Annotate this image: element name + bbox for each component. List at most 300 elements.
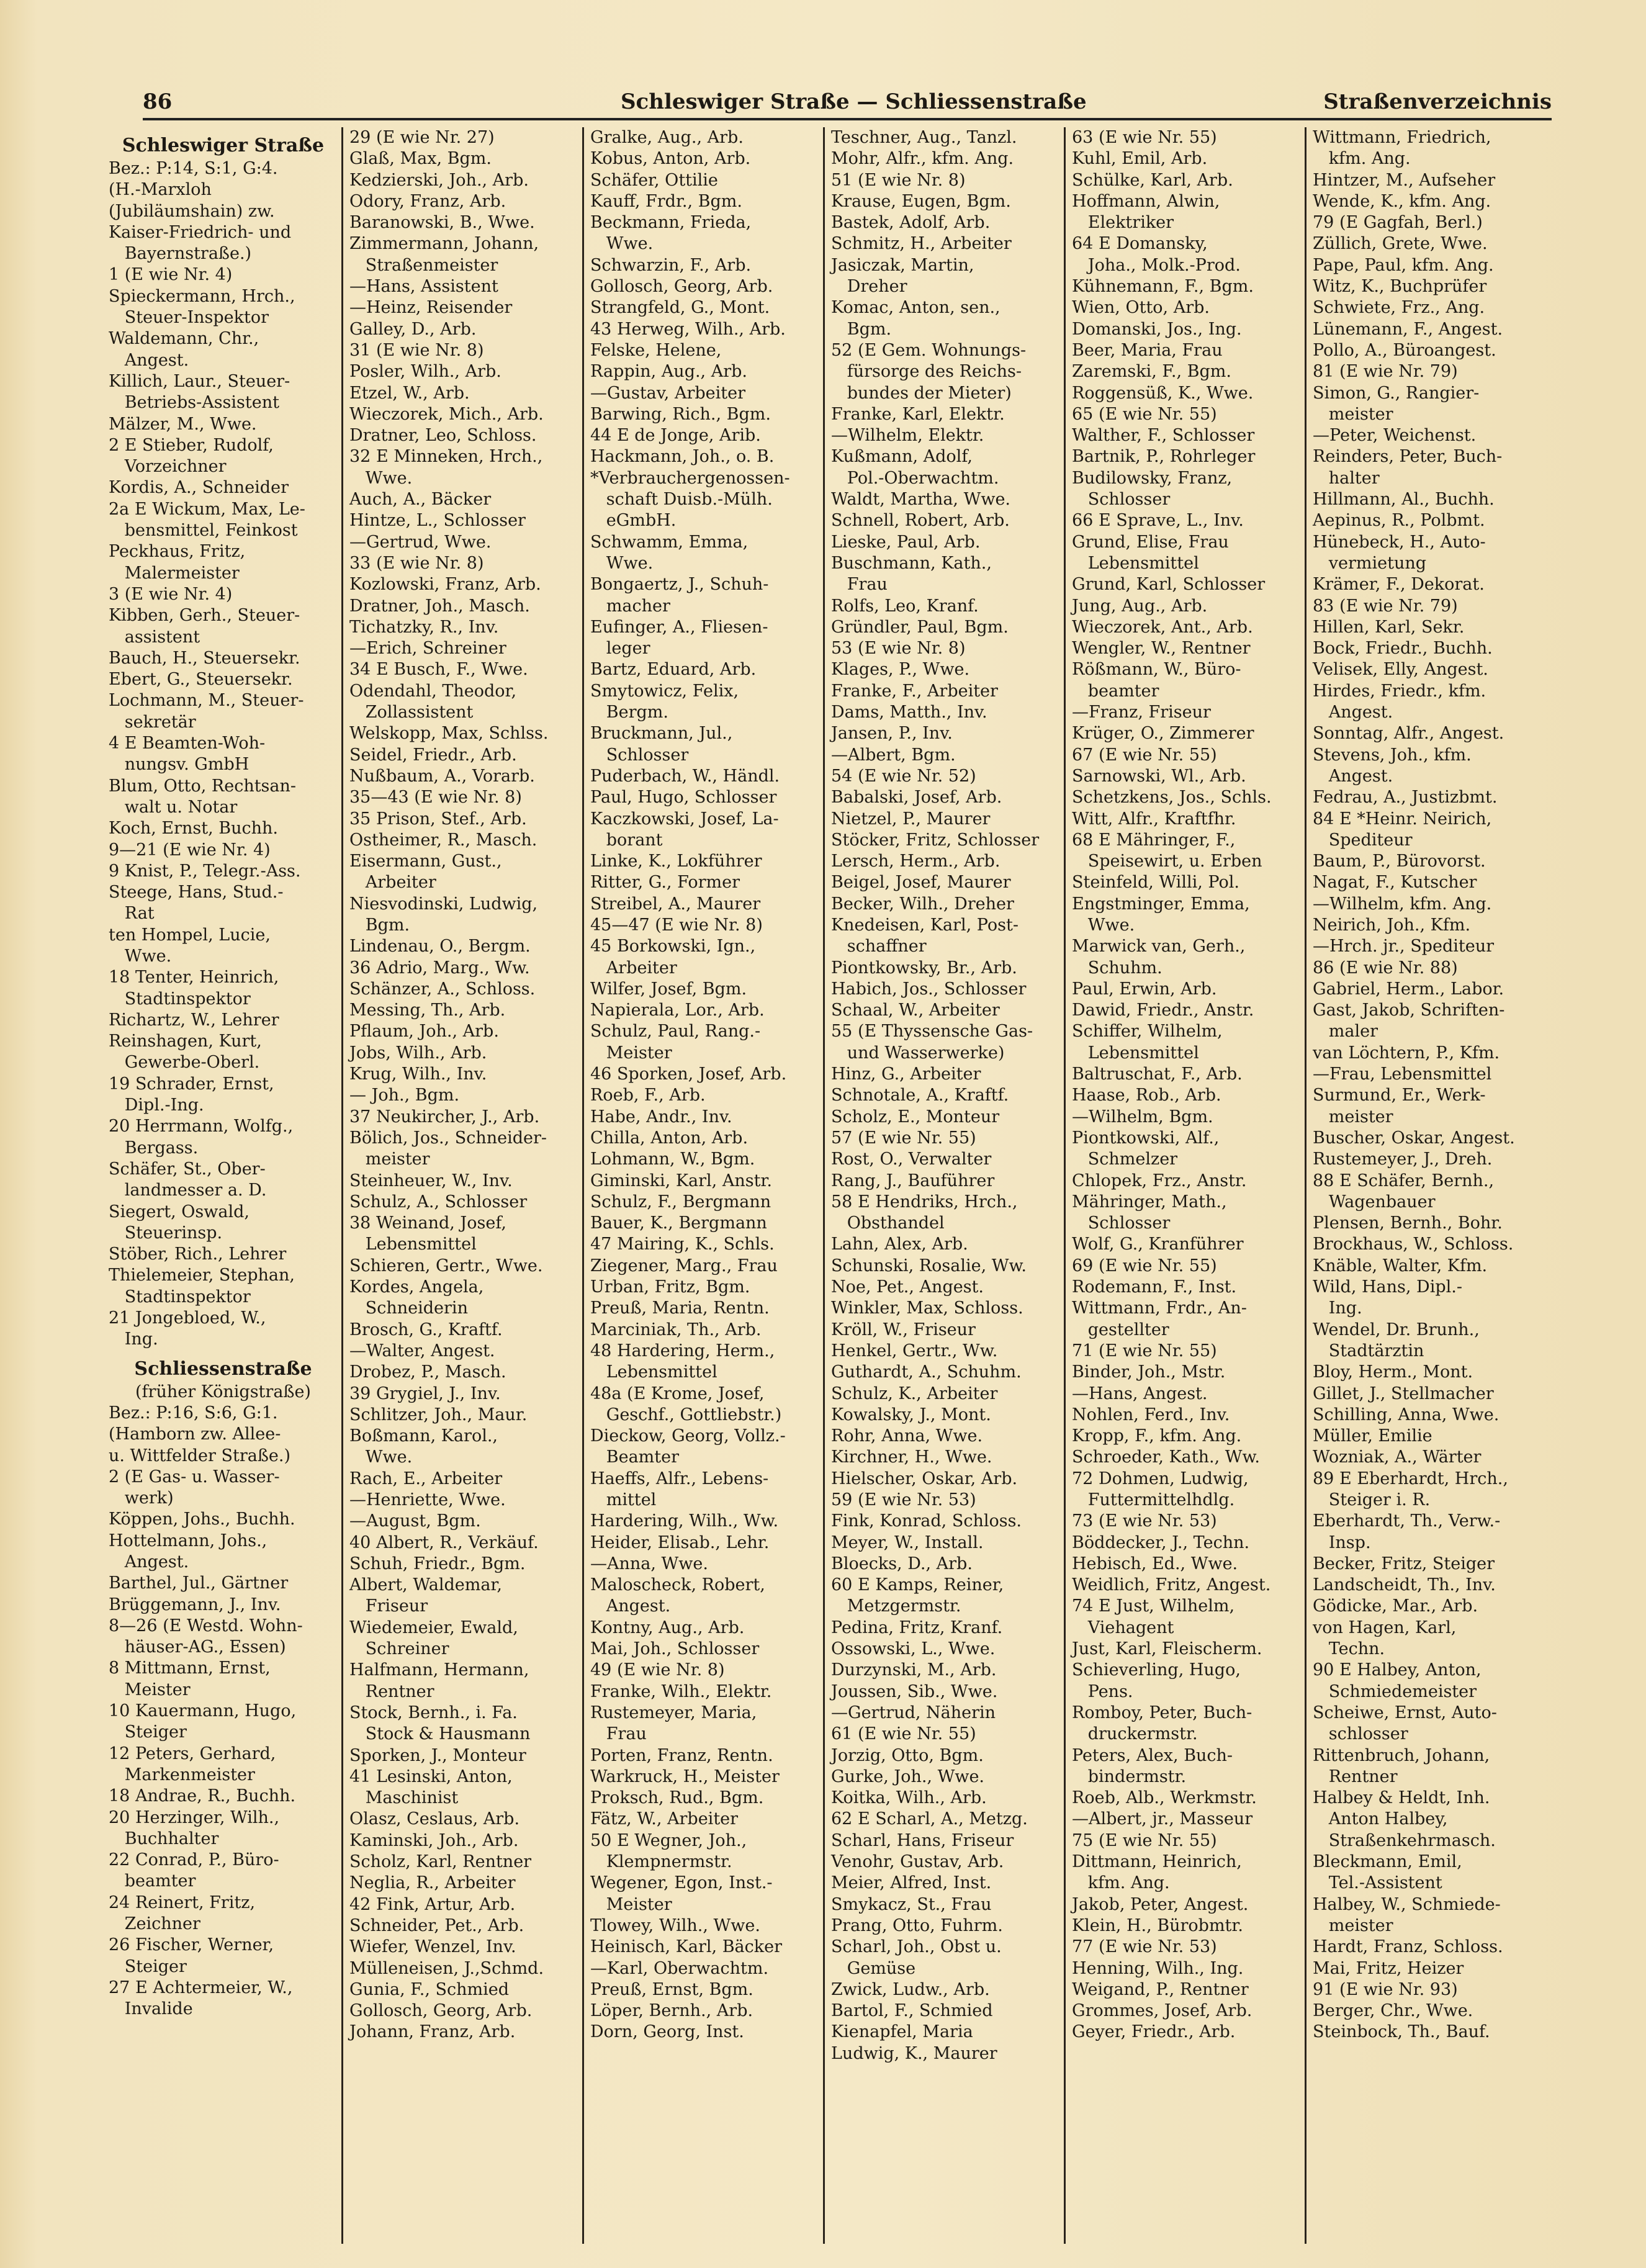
directory-entry: eGmbH. xyxy=(590,511,677,531)
directory-entry: Angest. xyxy=(590,1596,671,1616)
directory-entry: Bastek, Adolf, Arb. xyxy=(831,213,991,233)
directory-entry: Lebensmittel xyxy=(590,1362,717,1382)
street-heading: Schliessenstraße xyxy=(134,1357,312,1380)
directory-entry: Angest. xyxy=(109,350,189,370)
directory-entry: Teschner, Aug., Tanzl. xyxy=(831,128,1017,147)
directory-entry: Habich, Jos., Schlosser xyxy=(831,979,1027,999)
directory-entry: Scheiwe, Ernst, Auto- xyxy=(1313,1703,1497,1722)
directory-entry: Bölich, Jos., Schneider- xyxy=(349,1128,547,1148)
directory-entry: —Erich, Schreiner xyxy=(349,639,506,659)
directory-entry: —Gustav, Arbeiter xyxy=(590,383,746,403)
directory-entry: Paul, Erwin, Arb. xyxy=(1072,979,1217,999)
directory-entry: Krüger, O., Zimmerer xyxy=(1072,724,1254,744)
directory-entry: Schulz, K., Arbeiter xyxy=(831,1384,998,1403)
directory-entry: kfm. Ang. xyxy=(1313,149,1411,169)
directory-entry: Kordis, A., Schneider xyxy=(109,478,289,498)
directory-entry: assistent xyxy=(109,627,200,647)
directory-entry: Albert, Waldemar, xyxy=(349,1575,502,1595)
directory-entry: Wagenbauer xyxy=(1313,1192,1436,1212)
directory-entry: Hardering, Wilh., Ww. xyxy=(590,1511,779,1531)
directory-entry: Schwiete, Frz., Ang. xyxy=(1313,298,1485,318)
directory-entry: bensmittel, Feinkost xyxy=(109,521,298,541)
directory-entry: 33 (E wie Nr. 8) xyxy=(349,553,484,573)
directory-entry: Tlowey, Wilh., Wwe. xyxy=(590,1915,760,1935)
directory-entry: Grommes, Josef, Arb. xyxy=(1072,2001,1252,2021)
directory-entry: Schetzkens, Jos., Schls. xyxy=(1072,788,1272,808)
directory-entry: Porten, Franz, Rentn. xyxy=(590,1745,773,1765)
directory-entry: Dittmann, Heinrich, xyxy=(1072,1852,1242,1872)
directory-entry: Invalide xyxy=(109,1999,193,2019)
directory-entry: Smykacz, St., Frau xyxy=(831,1894,992,1914)
directory-entry: Baltruschat, F., Arb. xyxy=(1072,1064,1243,1084)
directory-entry: Gollosch, Georg, Arb. xyxy=(590,277,773,297)
directory-entry: Wilfer, Josef, Bgm. xyxy=(590,979,747,999)
directory-entry: Rentner xyxy=(349,1681,434,1701)
directory-entry: kfm. Ang. xyxy=(1072,1873,1170,1893)
directory-entry: Heinisch, Karl, Bäcker xyxy=(590,1937,782,1957)
directory-entry: Schuh, Friedr., Bgm. xyxy=(349,1554,526,1573)
directory-entry: Pollo, A., Büroangest. xyxy=(1313,340,1496,360)
directory-entry: Meier, Alfred, Inst. xyxy=(831,1873,992,1893)
directory-entry: 44 E de Jonge, Arib. xyxy=(590,426,761,446)
directory-entry: Arbeiter xyxy=(349,873,436,893)
directory-entry: Schiffer, Wilhelm, xyxy=(1072,1022,1223,1042)
directory-entry: Bergass. xyxy=(109,1138,199,1158)
directory-entry: Scharl, Hans, Friseur xyxy=(831,1830,1014,1850)
directory-entry: Züllich, Grete, Wwe. xyxy=(1313,234,1488,254)
directory-entry: —Wilhelm, kfm. Ang. xyxy=(1313,894,1492,914)
directory-entry: Linke, K., Lokführer xyxy=(590,852,762,871)
directory-entry: Bloecks, D., Arb. xyxy=(831,1554,973,1573)
directory-entry: 8—26 (E Westd. Wohn- xyxy=(109,1616,303,1636)
directory-entry: —Hans, Assistent xyxy=(349,277,498,297)
directory-entry: Klein, H., Bürobmtr. xyxy=(1072,1915,1243,1935)
directory-entry: Sporken, J., Monteur xyxy=(349,1745,526,1765)
directory-entry: Eufinger, A., Fliesen- xyxy=(590,617,768,637)
directory-entry: Angest. xyxy=(1313,766,1393,786)
directory-entry: Glaß, Max, Bgm. xyxy=(349,149,492,169)
directory-entry: Schneider, Pet., Arb. xyxy=(349,1915,524,1935)
directory-entry: ten Hompel, Lucie, xyxy=(109,925,271,945)
directory-entry: Bauer, K., Bergmann xyxy=(590,1213,767,1233)
directory-entry: Rößmann, W., Büro- xyxy=(1072,660,1241,680)
directory-entry: Franke, F., Arbeiter xyxy=(831,681,998,701)
directory-entry: 53 (E wie Nr. 8) xyxy=(831,639,966,659)
directory-entry: Ziegener, Marg., Frau xyxy=(590,1256,778,1276)
directory-entry: Sonntag, Alfr., Angest. xyxy=(1313,724,1504,744)
directory-entry: häuser-AG., Essen) xyxy=(109,1637,286,1657)
directory-entry: Mülleneisen, J.,Schmd. xyxy=(349,1958,544,1978)
directory-entry: Zeichner xyxy=(109,1914,200,1934)
directory-entry: 1 (E wie Nr. 4) xyxy=(109,265,233,285)
directory-entry: 48a (E Krome, Josef, xyxy=(590,1384,765,1403)
directory-entry: Berger, Chr., Wwe. xyxy=(1313,2001,1473,2021)
directory-entry: —Gertrud, Wwe. xyxy=(349,532,492,552)
directory-entry: Tichatzky, R., Inv. xyxy=(349,617,499,637)
directory-entry: —Anna, Wwe. xyxy=(590,1554,708,1573)
directory-entry: Kühnemann, F., Bgm. xyxy=(1072,277,1254,297)
directory-entry: Schmelzer xyxy=(1072,1150,1178,1169)
directory-entry: 46 Sporken, Josef, Arb. xyxy=(590,1064,787,1084)
directory-entry: Bongaertz, J., Schuh- xyxy=(590,575,769,595)
directory-entry: Binder, Joh., Mstr. xyxy=(1072,1362,1226,1382)
directory-entry: Neirich, Joh., Kfm. xyxy=(1313,915,1471,935)
directory-entry: 55 (E Thyssensche Gas- xyxy=(831,1022,1033,1042)
directory-entry: 60 E Kamps, Reiner, xyxy=(831,1575,1004,1595)
directory-entry: 40 Albert, R., Verkäuf. xyxy=(349,1532,539,1552)
directory-entry: Gödicke, Mar., Arb. xyxy=(1313,1596,1478,1616)
directory-entry: Rach, E., Arbeiter xyxy=(349,1469,503,1488)
directory-entry: Eisermann, Gust., xyxy=(349,852,502,871)
directory-entry: Steiger xyxy=(109,1722,187,1742)
directory-entry: Messing, Th., Arb. xyxy=(349,1001,506,1020)
directory-entry: 79 (E Gagfah, Berl.) xyxy=(1313,213,1483,233)
directory-entry: Knedeisen, Karl, Post- xyxy=(831,915,1019,935)
directory-entry: Kowalsky, J., Mont. xyxy=(831,1405,991,1424)
page-title: Schleswiger Straße — Schliessenstraße xyxy=(621,89,1087,114)
directory-entry: Rost, O., Verwalter xyxy=(831,1150,992,1169)
directory-entry: schaffner xyxy=(831,937,927,956)
directory-entry: 41 Lesinski, Anton, xyxy=(349,1766,513,1786)
directory-entry: 71 (E wie Nr. 55) xyxy=(1072,1341,1217,1361)
directory-entry: Weidlich, Fritz, Angest. xyxy=(1072,1575,1271,1595)
directory-entry: Rustemeyer, J., Dreh. xyxy=(1313,1150,1493,1169)
directory-entry: Franke, Karl, Elektr. xyxy=(831,404,1005,424)
directory-entry: Frau xyxy=(831,575,888,595)
directory-entry: Hackmann, Joh., o. B. xyxy=(590,447,775,467)
directory-entry: Lebensmittel xyxy=(1072,553,1199,573)
directory-entry: 18 Andrae, R., Buchh. xyxy=(109,1786,296,1806)
directory-entry: beamter xyxy=(109,1871,196,1891)
directory-entry: Ludwig, K., Maurer xyxy=(831,2043,997,2063)
directory-entry: 50 E Wegner, Joh., xyxy=(590,1830,747,1850)
directory-entry: Ossowski, L., Wwe. xyxy=(831,1639,996,1659)
directory-entry: Hoffmann, Alwin, xyxy=(1072,191,1220,211)
directory-entry: Schulz, F., Bergmann xyxy=(590,1192,771,1212)
directory-entry: —Peter, Weichenst. xyxy=(1313,426,1477,446)
directory-entry: —Franz, Friseur xyxy=(1072,703,1211,722)
directory-entry: Hirdes, Friedr., kfm. xyxy=(1313,681,1486,701)
directory-entry: Paul, Hugo, Schlosser xyxy=(590,788,777,808)
directory-entry: 45 Borkowski, Ign., xyxy=(590,937,756,956)
directory-entry: Wwe. xyxy=(349,468,413,488)
directory-entry: Waldt, Martha, Wwe. xyxy=(831,490,1011,510)
directory-entry: 21 Jongebloed, W., xyxy=(109,1308,266,1328)
directory-entry: 73 (E wie Nr. 53) xyxy=(1072,1511,1217,1531)
directory-entry: Proksch, Rud., Bgm. xyxy=(590,1788,764,1808)
directory-entry: Peckhaus, Fritz, xyxy=(109,542,246,562)
directory-entry: 35 Prison, Stef., Arb. xyxy=(349,809,527,829)
directory-entry: Etzel, W., Arb. xyxy=(349,383,470,403)
directory-entry: Marwick van, Gerh., xyxy=(1072,937,1246,956)
directory-entry: 89 E Eberhardt, Hrch., xyxy=(1313,1469,1508,1488)
directory-entry: Wwe. xyxy=(1072,915,1135,935)
directory-entry: Jung, Aug., Arb. xyxy=(1072,596,1208,616)
directory-entry: Steuerinsp. xyxy=(109,1223,223,1243)
directory-entry: Scholz, E., Monteur xyxy=(831,1107,1000,1127)
directory-entry: Bgm. xyxy=(349,915,410,935)
directory-entry: Drobez, P., Masch. xyxy=(349,1362,506,1382)
directory-entry: 27 E Achtermeier, W., xyxy=(109,1978,293,1997)
directory-entry: 63 (E wie Nr. 55) xyxy=(1072,128,1217,147)
directory-entry: Vorzeichner xyxy=(109,457,227,477)
directory-entry: Geyer, Friedr., Arb. xyxy=(1072,2022,1236,2042)
directory-entry: sekretär xyxy=(109,712,196,732)
directory-entry: Schulz, A., Schlosser xyxy=(349,1192,528,1212)
directory-entry: Gillet, J., Stellmacher xyxy=(1313,1384,1494,1403)
directory-entry: Ebert, G., Steuersekr. xyxy=(109,670,293,690)
directory-entry: Winkler, Max, Schloss. xyxy=(831,1298,1023,1318)
directory-entry: Hünebeck, H., Auto- xyxy=(1313,532,1486,552)
directory-entry: 3 (E wie Nr. 4) xyxy=(109,584,233,604)
directory-entry: 74 E Just, Wilhelm, xyxy=(1072,1596,1235,1616)
directory-entry: Dratner, Leo, Schloss. xyxy=(349,426,537,446)
column-1 xyxy=(102,127,343,2244)
directory-entry: Rittenbruch, Johann, xyxy=(1313,1745,1490,1765)
directory-entry: Peters, Alex, Buch- xyxy=(1072,1745,1233,1765)
directory-entry: Halbey & Heldt, Inh. xyxy=(1313,1788,1490,1808)
directory-entry: Bloy, Herm., Mont. xyxy=(1313,1362,1473,1382)
directory-entry: Hintzer, M., Aufseher xyxy=(1313,170,1496,190)
directory-entry: Romboy, Peter, Buch- xyxy=(1072,1703,1252,1722)
directory-entry: Gurke, Joh., Wwe. xyxy=(831,1766,985,1786)
directory-entry: Krause, Eugen, Bgm. xyxy=(831,191,1011,211)
directory-entry: Insp. xyxy=(1313,1532,1371,1552)
directory-entry: Wende, K., kfm. Ang. xyxy=(1313,191,1491,211)
directory-entry: 65 (E wie Nr. 55) xyxy=(1072,404,1217,424)
directory-entry: Hottelmann, Johs., xyxy=(109,1531,268,1550)
directory-entry: 69 (E wie Nr. 55) xyxy=(1072,1256,1217,1276)
directory-entry: 61 (E wie Nr. 55) xyxy=(831,1724,976,1744)
directory-entry: Franke, Wilh., Elektr. xyxy=(590,1681,772,1701)
directory-entry: Wieczorek, Ant., Arb. xyxy=(1072,617,1253,637)
directory-entry: Löper, Bernh., Arb. xyxy=(590,2001,753,2021)
directory-entry: bindermstr. xyxy=(1072,1766,1187,1786)
directory-entry: Buchhalter xyxy=(109,1829,219,1848)
directory-entry: Habe, Andr., Inv. xyxy=(590,1107,732,1127)
directory-entry: Schmitz, H., Arbeiter xyxy=(831,234,1012,254)
directory-entry: Grund, Karl, Schlosser xyxy=(1072,575,1266,595)
directory-entry: Dipl.-Ing. xyxy=(109,1096,204,1115)
directory-entry: Henning, Wilh., Ing. xyxy=(1072,1958,1244,1978)
directory-entry: Stadtärztin xyxy=(1313,1341,1424,1361)
directory-entry: u. Wittfelder Straße.) xyxy=(109,1446,291,1465)
directory-entry: Kobus, Anton, Arb. xyxy=(590,149,751,169)
directory-entry: Thielemeier, Stephan, xyxy=(109,1266,295,1285)
directory-entry: 35—43 (E wie Nr. 8) xyxy=(349,788,522,808)
page-number: 86 xyxy=(143,89,173,114)
street-note: (früher Königstraße) xyxy=(135,1382,311,1402)
directory-entry: Venohr, Gustav, Arb. xyxy=(831,1852,1004,1872)
directory-entry: Gründler, Paul, Bgm. xyxy=(831,617,1009,637)
directory-entry: Johann, Franz, Arb. xyxy=(349,2022,516,2042)
directory-entry: Schlosser xyxy=(1072,1213,1171,1233)
directory-entry: —Wilhelm, Elektr. xyxy=(831,426,984,446)
directory-entry: 81 (E wie Nr. 79) xyxy=(1313,362,1458,382)
directory-entry: Steinheuer, W., Inv. xyxy=(349,1171,513,1190)
directory-entry: Kienapfel, Maria xyxy=(831,2022,973,2042)
directory-entry: Schuhm. xyxy=(1072,958,1163,978)
column-3 xyxy=(584,127,825,2244)
directory-entry: Dreher xyxy=(831,277,907,297)
directory-entry: Geschf., Gottliebstr.) xyxy=(590,1405,782,1424)
directory-entry: Auch, A., Bäcker xyxy=(349,490,492,510)
directory-entry: Smytowicz, Felix, xyxy=(590,681,739,701)
directory-entry: Galley, D., Arb. xyxy=(349,319,477,339)
directory-entry: Wegener, Egon, Inst.- xyxy=(590,1873,773,1893)
directory-entry: Bergm. xyxy=(590,703,668,722)
directory-entry: Lohmann, W., Bgm. xyxy=(590,1150,755,1169)
directory-entry: Zaremski, F., Bgm. xyxy=(1072,362,1231,382)
directory-entry: Beckmann, Frieda, xyxy=(590,213,752,233)
directory-entry: Köppen, Johs., Buchh. xyxy=(109,1510,295,1529)
directory-entry: Bez.: P:16, S:6, G:1. xyxy=(109,1403,278,1423)
directory-entry: beamter xyxy=(1072,681,1159,701)
directory-entry: Buscher, Oskar, Angest. xyxy=(1313,1128,1515,1148)
directory-entry: —August, Bgm. xyxy=(349,1511,481,1531)
directory-entry: Schneiderin xyxy=(349,1298,468,1318)
directory-entry: mittel xyxy=(590,1490,657,1510)
directory-entry: Joussen, Sib., Wwe. xyxy=(831,1681,998,1701)
directory-entry: Arbeiter xyxy=(590,958,677,978)
directory-entry: Friseur xyxy=(349,1596,428,1616)
directory-entry: 91 (E wie Nr. 93) xyxy=(1313,1979,1458,1999)
directory-entry: Bartz, Eduard, Arb. xyxy=(590,660,757,680)
directory-entry: Stadtinspektor xyxy=(109,989,251,1009)
directory-entry: 84 E *Heinr. Neirich, xyxy=(1313,809,1492,829)
directory-entry: 10 Kauermann, Hugo, xyxy=(109,1701,297,1721)
directory-entry: Gralke, Aug., Arb. xyxy=(590,128,744,147)
directory-entry: Bartol, F., Schmied xyxy=(831,2001,993,2021)
directory-entry: Lieske, Paul, Arb. xyxy=(831,532,981,552)
directory-entry: Roeb, Alb., Werkmstr. xyxy=(1072,1788,1257,1808)
directory-entry: meister xyxy=(1313,1915,1393,1935)
directory-entry: Lebensmittel xyxy=(1072,1043,1199,1063)
directory-entry: — Joh., Bgm. xyxy=(349,1086,460,1105)
directory-entry: meister xyxy=(1313,404,1393,424)
directory-entry: Malermeister xyxy=(109,563,240,583)
directory-entry: Heider, Elisab., Lehr. xyxy=(590,1532,770,1552)
directory-entry: Lindenau, O., Bergm. xyxy=(349,937,531,956)
directory-entry: Kaiser-Friedrich- und xyxy=(109,222,292,242)
directory-entry: Wittmann, Friedrich, xyxy=(1313,128,1491,147)
directory-entry: 83 (E wie Nr. 79) xyxy=(1313,596,1458,616)
directory-entry: Eberhardt, Th., Verw.- xyxy=(1313,1511,1501,1531)
directory-entry: Nagat, F., Kutscher xyxy=(1313,873,1477,893)
directory-entry: Nohlen, Ferd., Inv. xyxy=(1072,1405,1230,1424)
directory-entry: Bez.: P:14, S:1, G:4. xyxy=(109,159,278,178)
directory-entry: Beamter xyxy=(590,1447,680,1467)
directory-entry: 75 (E wie Nr. 55) xyxy=(1072,1830,1217,1850)
directory-entry: 2a E Wickum, Max, Le- xyxy=(109,499,305,519)
directory-entry: 18 Tenter, Heinrich, xyxy=(109,968,279,988)
directory-entry: Mohr, Alfr., kfm. Ang. xyxy=(831,149,1014,169)
directory-entry: Meister xyxy=(109,1680,191,1699)
directory-entry: Henkel, Gertr., Ww. xyxy=(831,1341,998,1361)
directory-entry: 54 (E wie Nr. 52) xyxy=(831,766,976,786)
directory-entry: Schaal, W., Arbeiter xyxy=(831,1001,1000,1020)
directory-entry: Gunia, F., Schmied xyxy=(349,1979,510,1999)
directory-entry: Preuß, Maria, Rentn. xyxy=(590,1298,770,1318)
directory-entry: Durzynski, M., Arb. xyxy=(831,1660,997,1680)
directory-entry: 66 E Sprave, L., Inv. xyxy=(1072,511,1244,531)
directory-entry: nungsv. GmbH xyxy=(109,755,250,775)
directory-entry: 58 E Hendriks, Hrch., xyxy=(831,1192,1018,1212)
directory-entry: 24 Reinert, Fritz, xyxy=(109,1892,256,1912)
directory-entry: Kaczkowski, Josef, La- xyxy=(590,809,779,829)
directory-entry: Gewerbe-Oberl. xyxy=(109,1053,260,1073)
directory-entry: Schwamm, Emma, xyxy=(590,532,749,552)
directory-entry: Surmund, Er., Werk- xyxy=(1313,1086,1486,1105)
directory-entry: Kozlowski, Franz, Arb. xyxy=(349,575,541,595)
directory-entry: Wiedemeier, Ewald, xyxy=(349,1618,518,1637)
directory-entry: halter xyxy=(1313,468,1380,488)
directory-entry: und Wasserwerke) xyxy=(831,1043,1005,1063)
directory-entry: —Frau, Lebensmittel xyxy=(1313,1064,1492,1084)
directory-entry: Pflaum, Joh., Arb. xyxy=(349,1022,499,1042)
directory-entry: Wwe. xyxy=(590,234,654,254)
directory-entry: 62 E Scharl, A., Metzg. xyxy=(831,1809,1028,1829)
directory-entry: Angest. xyxy=(1313,703,1393,722)
directory-entry: Felske, Helene, xyxy=(590,340,722,360)
directory-entry: Mai, Fritz, Heizer xyxy=(1313,1958,1464,1978)
directory-entry: Simon, G., Rangier- xyxy=(1313,383,1480,403)
directory-entry: Blum, Otto, Rechtsan- xyxy=(109,776,297,796)
directory-entry: Streibel, A., Maurer xyxy=(590,894,761,914)
directory-entry: Ing. xyxy=(1313,1298,1362,1318)
directory-entry: Wittmann, Frdr., An- xyxy=(1072,1298,1247,1318)
directory-entry: Frau xyxy=(590,1724,647,1744)
directory-entry: Roggensüß, K., Wwe. xyxy=(1072,383,1254,403)
directory-entry: Rohr, Anna, Wwe. xyxy=(831,1426,983,1446)
directory-entry: —Gertrud, Näherin xyxy=(831,1703,996,1722)
directory-entry: Straßenkehrmasch. xyxy=(1313,1830,1496,1850)
directory-columns xyxy=(102,127,1552,2244)
directory-entry: Bock, Friedr., Buchh. xyxy=(1313,639,1493,659)
directory-entry: Viehagent xyxy=(1072,1618,1174,1637)
directory-entry: Chlopek, Frz., Anstr. xyxy=(1072,1171,1247,1190)
directory-entry: Wien, Otto, Arb. xyxy=(1072,298,1210,318)
directory-entry: Mai, Joh., Schlosser xyxy=(590,1639,760,1659)
directory-entry: 32 E Minneken, Hrch., xyxy=(349,447,543,467)
directory-entry: Jakob, Peter, Angest. xyxy=(1072,1894,1249,1914)
directory-entry: 4 E Beamten-Woh- xyxy=(109,734,266,754)
directory-entry: Rodemann, F., Inst. xyxy=(1072,1277,1237,1297)
directory-entry: Spieckermann, Hrch., xyxy=(109,286,295,306)
column-6 xyxy=(1306,127,1547,2244)
directory-entry: Rustemeyer, Maria, xyxy=(590,1703,757,1722)
directory-entry: maler xyxy=(1313,1022,1378,1042)
directory-entry: Urban, Fritz, Bgm. xyxy=(590,1277,750,1297)
directory-entry: Weigand, P., Rentner xyxy=(1072,1979,1249,1999)
column-2 xyxy=(343,127,584,2244)
directory-entry: Metzgermstr. xyxy=(831,1596,961,1616)
directory-entry: Beigel, Josef, Maurer xyxy=(831,873,1011,893)
directory-entry: Schlosser xyxy=(590,745,689,765)
directory-entry: 45—47 (E wie Nr. 8) xyxy=(590,915,763,935)
directory-entry: 47 Mairing, K., Schls. xyxy=(590,1235,775,1254)
directory-entry: Schäfer, Ottilie xyxy=(590,170,718,190)
directory-entry: Velisek, Elly, Angest. xyxy=(1313,660,1488,680)
directory-entry: Müller, Emilie xyxy=(1313,1426,1432,1446)
directory-entry: Straßenmeister xyxy=(349,255,498,275)
directory-entry: Seidel, Friedr., Arb. xyxy=(349,745,517,765)
directory-entry: Wieczorek, Mich., Arb. xyxy=(349,404,544,424)
directory-entry: Grund, Elise, Frau xyxy=(1072,532,1229,552)
directory-entry: Ostheimer, R., Masch. xyxy=(349,830,537,850)
directory-entry: Krämer, F., Dekorat. xyxy=(1313,575,1485,595)
directory-entry: meister xyxy=(349,1150,430,1169)
